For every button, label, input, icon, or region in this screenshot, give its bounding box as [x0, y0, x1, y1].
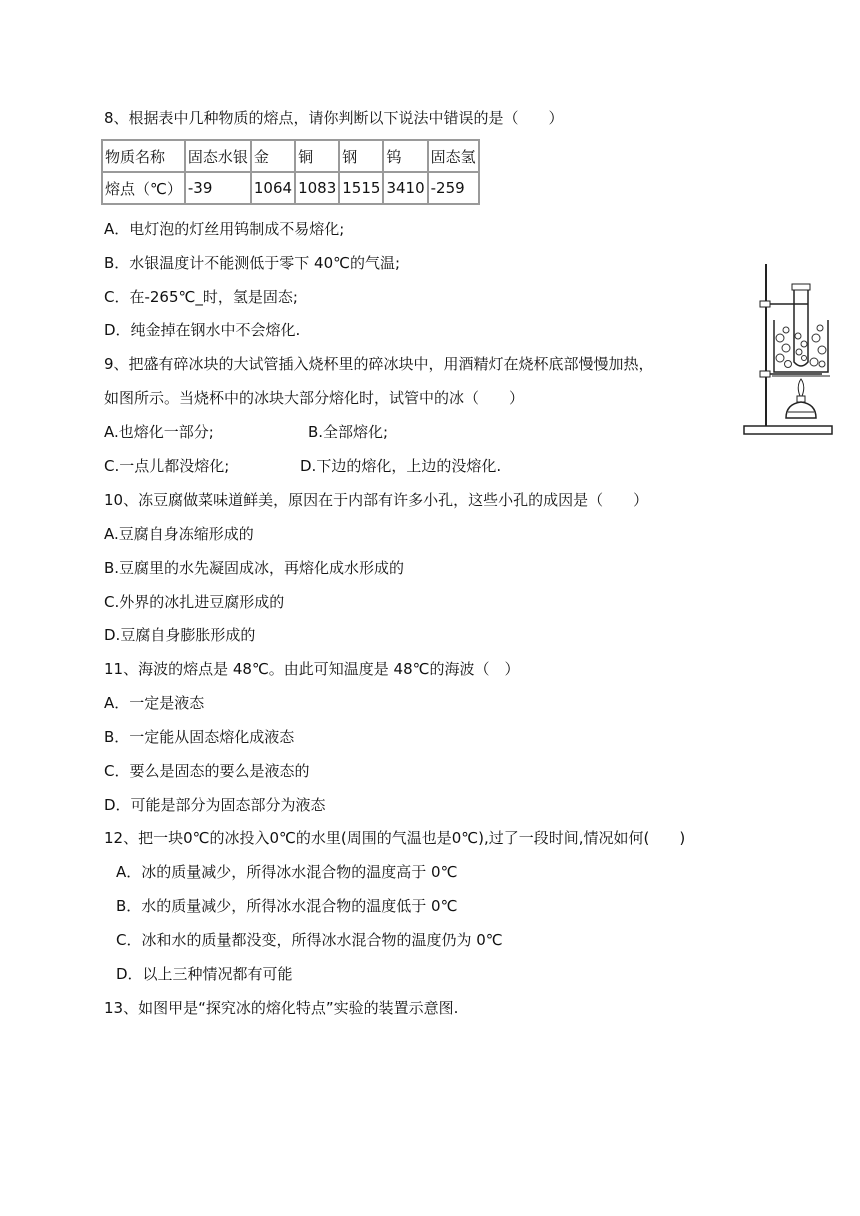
table-header-row: [102, 140, 479, 172]
q10-option-d: D.豆腐自身膨胀形成的: [104, 626, 256, 644]
q11-option-b: B．一定能从固态熔化成液态: [104, 728, 295, 746]
q9-stem-line2: 如图所示。当烧杯中的冰块大部分熔化时，试管中的冰（ ）: [104, 389, 525, 407]
q8-option-d: D．纯金掉在钢水中不会熔化.: [104, 321, 301, 339]
q11-option-a: A．一定是液态: [104, 694, 205, 712]
table-cell: 钢: [339, 140, 383, 172]
q11-option-c: C．要么是固态的要么是液态的: [104, 762, 310, 780]
table-cell: -259: [428, 172, 479, 204]
table-cell: 1083: [295, 172, 339, 204]
q8-stem: 8、根据表中几种物质的熔点，请你判断以下说法中错误的是（ ）: [104, 109, 564, 127]
table-cell: 固态氢: [428, 140, 479, 172]
q9-stem-line1: 9、把盛有碎冰块的大试管插入烧杯里的碎冰块中，用酒精灯在烧杯底部慢慢加热，: [104, 355, 654, 373]
q12-option-b: B．水的质量减少，所得冰水混合物的温度低于 0℃: [116, 897, 458, 915]
table-cell: 物质名称: [102, 140, 185, 172]
q8-option-b: B．水银温度计不能测低于零下 40℃的气温;: [104, 254, 401, 272]
table-cell: 钨: [383, 140, 427, 172]
q12-option-c: C．冰和水的质量都没变，所得冰水混合物的温度仍为 0℃: [116, 931, 503, 949]
q9-option-c: C.一点儿都没熔化;: [104, 457, 230, 475]
heating-apparatus-figure: [742, 258, 836, 440]
table-cell: 金: [251, 140, 295, 172]
table-cell: 铜: [295, 140, 339, 172]
q12-option-a: A．冰的质量减少，所得冰水混合物的温度高于 0℃: [116, 863, 458, 881]
q11-option-d: D．可能是部分为固态部分为液态: [104, 796, 326, 814]
q9-option-a: A.也熔化一部分;: [104, 423, 214, 441]
q8-option-a: A．电灯泡的灯丝用钨制成不易熔化;: [104, 220, 345, 238]
q13-stem: 13、如图甲是“探究冰的熔化特点”实验的装置示意图.: [104, 999, 459, 1017]
q12-stem: 12、把一块0℃的冰投入0℃的水里(周围的气温也是0℃),过了一段时间,情况如何( ): [104, 829, 686, 847]
table-cell: 3410: [383, 172, 427, 204]
table-cell: 1515: [339, 172, 383, 204]
q8-option-c: C．在-265℃_时，氢是固态;: [104, 288, 298, 306]
q9-option-d: D.下边的熔化，上边的没熔化.: [300, 457, 502, 475]
melting-point-table: [101, 139, 480, 205]
q10-option-b: B.豆腐里的水先凝固成冰，再熔化成水形成的: [104, 559, 405, 577]
q12-option-d: D．以上三种情况都有可能: [116, 965, 293, 983]
q11-stem: 11、海波的熔点是 48℃。由此可知温度是 48℃的海波（ ）: [104, 660, 520, 678]
q9-option-b: B.全部熔化;: [308, 423, 389, 441]
table-cell: 1064: [251, 172, 295, 204]
table-cell: 固态水银: [185, 140, 251, 172]
table-cell: -39: [185, 172, 251, 204]
table-cell: 熔点（℃）: [102, 172, 185, 204]
table-row: [102, 172, 479, 204]
q10-option-a: A.豆腐自身冻缩形成的: [104, 525, 254, 543]
q10-stem: 10、冻豆腐做菜味道鲜美，原因在于内部有许多小孔，这些小孔的成因是（ ）: [104, 491, 649, 509]
q10-option-c: C.外界的冰扎进豆腐形成的: [104, 593, 285, 611]
